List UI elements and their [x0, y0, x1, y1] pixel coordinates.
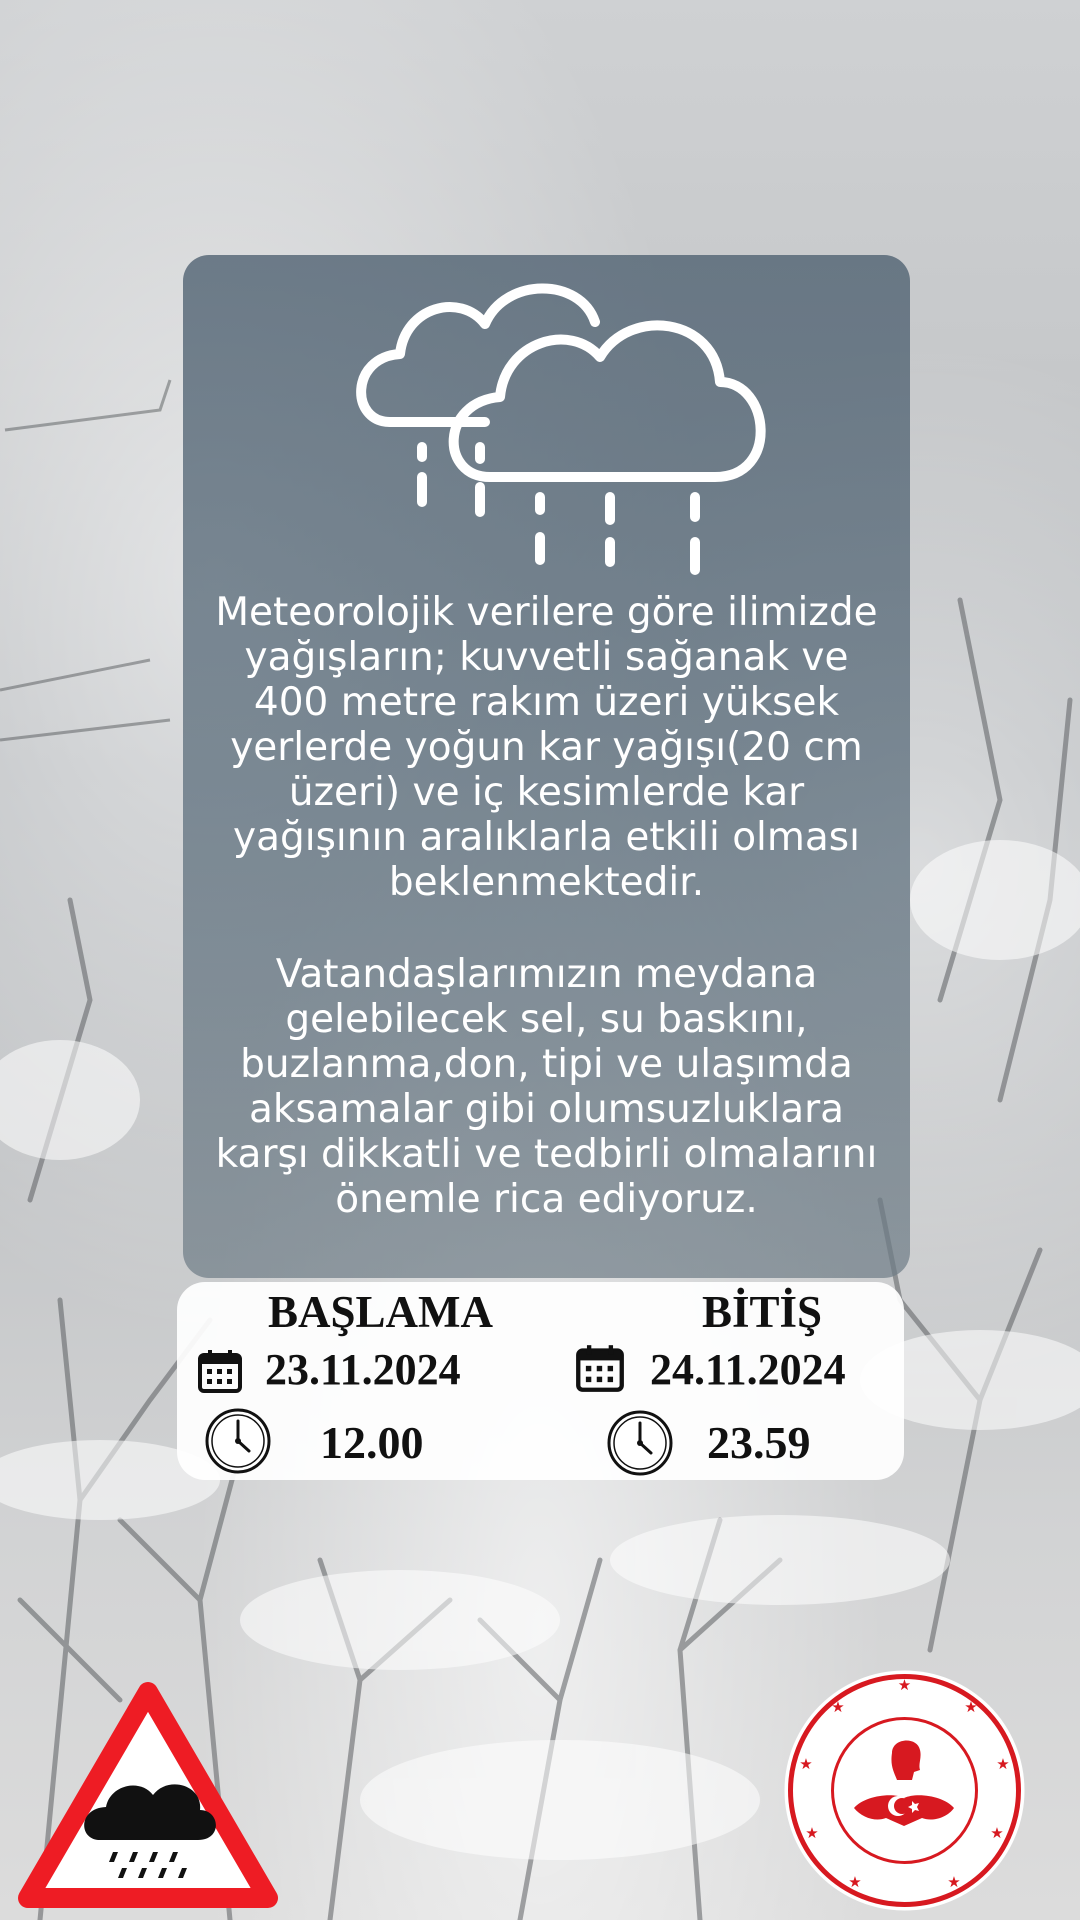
- svg-text:★: ★: [805, 1824, 819, 1842]
- svg-text:★: ★: [848, 1873, 862, 1891]
- svg-text:★: ★: [990, 1824, 1004, 1842]
- clock-icon: [203, 1406, 273, 1476]
- calendar-icon: [575, 1343, 625, 1393]
- svg-text:★: ★: [831, 1698, 845, 1716]
- weather-warning-paragraph: Meteorolojik verilere göre ilimizde yağışların; kuvvetli sağanak ve 400 metre rakım üzeri yüksek yerlerde yoğun kar yağışı(20 cm üzeri) ve iç kesimlerde kar yağışının aralıklarla etkili olması beklenmektedir.: [215, 590, 878, 905]
- rain-warning-sign-icon: [18, 1680, 278, 1908]
- svg-text:★: ★: [947, 1873, 961, 1891]
- svg-text:★: ★: [964, 1698, 978, 1716]
- end-date: 24.11.2024: [650, 1345, 846, 1394]
- svg-text:★: ★: [897, 1676, 912, 1694]
- district-governorship-seal: [782, 1668, 1027, 1913]
- start-time: 12.00: [320, 1417, 424, 1468]
- svg-text:★: ★: [799, 1755, 813, 1773]
- clock-icon: [605, 1408, 675, 1478]
- end-label: BİTİŞ: [702, 1287, 823, 1337]
- citizen-advice-paragraph: Vatandaşlarımızın meydana gelebilecek sel, su baskını, buzlanma,don, tipi ve ulaşımda aksamalar gibi olumsuzluklara karşı dikkatli ve tedbirli olmalarını önemle rica ediyoruz.: [215, 952, 878, 1222]
- svg-text:★: ★: [996, 1755, 1010, 1773]
- end-time: 23.59: [707, 1417, 811, 1468]
- calendar-icon: [197, 1348, 243, 1394]
- start-label: BAŞLAMA: [268, 1287, 494, 1337]
- rain-clouds-icon: [355, 262, 780, 582]
- start-date: 23.11.2024: [265, 1345, 461, 1394]
